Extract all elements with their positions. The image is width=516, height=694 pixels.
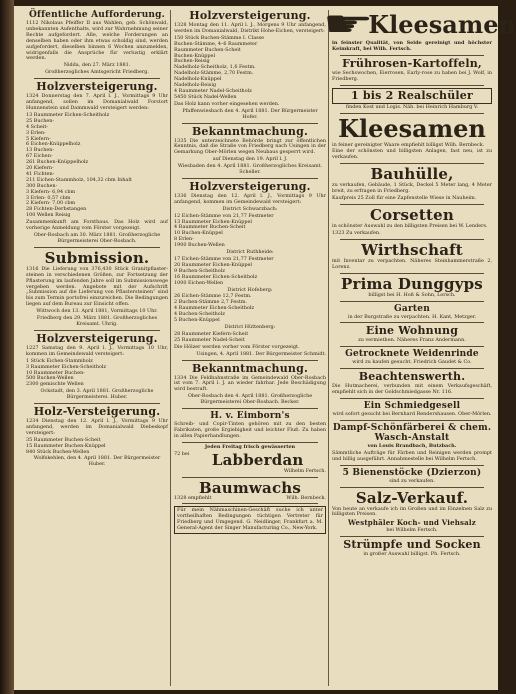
ad-text: mit Inventar zu verpachten. Näheres Steinhammerstraße 2, Lorenz. bbox=[332, 257, 492, 270]
list-item: 500 Buchen-Wellen bbox=[26, 375, 74, 382]
list-item: 840 Stück Buchen-Wellen bbox=[26, 448, 90, 455]
list-item: 3 Erlen- bbox=[26, 129, 46, 136]
list-item: 5450 Stück Nadel-Wellen bbox=[174, 93, 237, 100]
list-item: 2 Buchen-Stämme 2,7 Festm. bbox=[174, 299, 247, 306]
ad-signature: Pfaffenwiesbach den 4. April 1881. Der Bürgermeister Hofer. bbox=[182, 107, 318, 120]
ad-heading: Bekanntmachung. bbox=[191, 124, 309, 138]
item-list bbox=[26, 438, 168, 456]
divider bbox=[34, 403, 160, 404]
list-item: 2 Kiefern- 7,00 cbm bbox=[26, 200, 76, 207]
ad-heading: Öffentliche Aufforderung. bbox=[28, 10, 166, 20]
list-item: 28 Raummeter Kiefern-Scheit bbox=[174, 330, 249, 337]
ad-text: 1336 Dienstag den 12. April l. J., Vormittags 9 Uhr anfangend, kommen im Gemeindewald versteigert: bbox=[174, 192, 326, 205]
divider bbox=[340, 239, 484, 240]
ad-text: in der Burgstraße zu verpachten. H. Kant, Metzger. bbox=[347, 313, 477, 320]
list-item: 1000 Eichen-Wellen bbox=[174, 279, 224, 286]
divider bbox=[340, 368, 484, 369]
ad-signature: Ober-Rosbach am 30. März 1881. Großherzogliche Bürgermeisterei Ober-Rosbach. bbox=[33, 232, 161, 244]
divider bbox=[182, 123, 318, 124]
ad-text: zu vermiethen. Näheres Franz Andermann. bbox=[358, 337, 466, 344]
list-item: 4 Raummeter Nadel-Scheitholz bbox=[174, 87, 252, 94]
ad-text: Kaufpreis 25 Zoll für eine Zapfenstelle Wiese in Nauheim. bbox=[332, 195, 477, 202]
ad-text: Sämmtliche Aufträge für Färben und Reinigen werden prompt und billig ausgeführt. Annahmestelle bei Wilhelm Fertsch. bbox=[332, 449, 492, 462]
ad-text: Die Hutmacherei, verbunden mit einem Verkaufsgeschäft, empfiehlt sich in der Goldschmiedgasse Nr. 116. bbox=[332, 383, 492, 396]
list-item: 13 Buchen- bbox=[26, 147, 55, 154]
ad-heading: Eine Wohnung bbox=[365, 324, 459, 338]
list-item: 2300 gemischte Wellen bbox=[26, 381, 84, 388]
book-spine bbox=[0, 0, 14, 694]
column-2 bbox=[174, 10, 326, 686]
divider bbox=[340, 55, 484, 56]
ad-text: 1328 Montag den 11. April l. J., Morgens 9 Uhr anfangend, werden im Domanialwald, Distrikt Hohe-Eichen, versteigert: bbox=[174, 22, 326, 34]
divider bbox=[34, 330, 160, 331]
ad-text: auf Dienstag den 19. April l. J. bbox=[212, 156, 288, 163]
ad-text: 1328 empfiehlt bbox=[174, 494, 212, 501]
ad-heading: Garten bbox=[394, 303, 430, 314]
divider bbox=[34, 78, 160, 79]
item-list bbox=[26, 359, 168, 389]
list-title: District Ruthheide: bbox=[226, 249, 274, 256]
list-item: Buchen-Stämme, 4–6 Raummeter bbox=[174, 40, 258, 47]
list-item: Buchen-Reisig bbox=[174, 58, 210, 65]
ad-text: wird sofort gesucht bei Bernhard Rendershausen. Ober-Mörlen. bbox=[332, 411, 492, 418]
list-item: 100 Wellen Reisig bbox=[26, 212, 71, 219]
ad-heading: Wirthschaft bbox=[361, 240, 463, 259]
list-item: 3 Kiefern- 6,94 cbm bbox=[26, 188, 76, 195]
pointing-hand-icon: ☛ bbox=[322, 4, 374, 45]
ad-heading: Westphäler Koch- und Viehsalz bbox=[348, 518, 476, 528]
ad-heading: Holzversteigerung. bbox=[36, 331, 158, 345]
ad-heading: Strümpfe und Socken bbox=[343, 538, 481, 552]
list-item: 3 Erlen- 0,57 cbm bbox=[26, 194, 71, 201]
list-item: 15 Raummeter Buchen-Knüppel bbox=[26, 442, 106, 449]
list-item: 35 Raummeter Buchen-Scheit bbox=[26, 436, 101, 443]
ad-signature: Wiesbaden den 4. April 1881. Großherzogliches Kreisamt. Scheller. bbox=[177, 163, 323, 176]
divider bbox=[182, 503, 318, 504]
ad-signature: Friedberg den 29. März 1881. Großherzogliches Kreisamt. Uhrig. bbox=[36, 315, 158, 327]
ad-heading: Holzversteigerung. bbox=[189, 9, 311, 22]
list-item: 20 Raummeter Eichen-Knüppel bbox=[174, 261, 252, 268]
ad-signature: Großherzogliches Amtsgericht Friedberg. bbox=[45, 69, 149, 76]
divider bbox=[182, 477, 318, 478]
divider bbox=[182, 408, 318, 409]
item-list bbox=[174, 36, 326, 101]
ad-text: 1234 Dienstag den 12. April l. J., Vormittags 9 Uhr anfangend, werden im Domanialwald Diebeskopf versteigert: bbox=[26, 418, 168, 436]
ad-heading: Kleesamen bbox=[368, 10, 516, 39]
ad-heading: Beachtenswerth. bbox=[358, 370, 466, 384]
ad-text: 1112 Nikolaus Pfeiffer II aus Wahlen, geb. Schönwald, unbekannten Aufenthalts, wird zur Wahrnehmung seiner Rechte aufgefordert. Alle, welche Forderungen an denselben haben oder ihm etwas schuldig sind, werden aufgefordert, dieselben binnen 6 Wochen anzumelden, widrigenfalls die Ansprüche für verlustig erklärt werden. bbox=[26, 20, 168, 62]
list-item: Buchen-Knüppel bbox=[174, 52, 216, 59]
ad-text: finden Kost und Logis. Näh. bei Heinrich Hamburg V. bbox=[345, 103, 479, 110]
item-list bbox=[174, 257, 326, 287]
item-list bbox=[174, 332, 326, 344]
divider bbox=[340, 536, 484, 537]
newspaper-page bbox=[14, 4, 516, 690]
ad-text: Das Holz kann vorher eingesehen werden. bbox=[174, 100, 280, 107]
list-item: 1 Stück Eichen-Stammholz bbox=[26, 357, 93, 364]
list-item: Nadelholz-Knüppel bbox=[174, 76, 222, 83]
ad-heading: H. v. Eimborn's bbox=[210, 411, 290, 422]
list-title: District Hüttenberg: bbox=[224, 323, 276, 330]
ad-heading: Prima Dunggyps bbox=[341, 274, 483, 293]
ad-heading: Salz-Verkauf. bbox=[355, 488, 469, 507]
list-item: 5 Kiefern- bbox=[26, 135, 51, 142]
ad-heading: Labberdan bbox=[211, 450, 304, 469]
list-item: 20 Kiefern- bbox=[26, 165, 54, 172]
list-title: District Schwarzbach: bbox=[222, 205, 278, 212]
ad-text: Jeden Freitag frisch gewässerten bbox=[204, 443, 296, 450]
column-1 bbox=[26, 10, 168, 686]
list-item: 4 Buchen-Scheitholz bbox=[174, 311, 225, 318]
divider bbox=[340, 420, 484, 421]
list-item: 4 Raummeter Buchen-Scheit bbox=[174, 224, 246, 231]
list-item: 10 Raummeter Buchen- bbox=[26, 369, 85, 376]
list-item: 10 Buchen-Knüppel bbox=[174, 230, 223, 237]
column-3 bbox=[322, 4, 516, 686]
column-rule bbox=[170, 10, 171, 686]
ad-text: Für mein Nähmaschinen-Geschäft suche ich unter vortheilhaften Bedingungen tüchtigen Vertreter für Friedberg und Umgegend. G. Neidlinger, Frankfurt a. M. General-Agent der Singer Manufacturing Co., New-York. bbox=[174, 506, 326, 534]
list-item: Nadelholz-Reisig bbox=[174, 82, 217, 89]
list-item: 211 Eichen-Stammholz, 104,32 cbm Inhalt bbox=[26, 176, 132, 183]
divider bbox=[340, 85, 484, 86]
ad-text: Schreib- und Copir-Tinten gehören mit zu den besten Fabrikaten, große Ergiebigkeit und leichter Fluß. Zu haben in allen Papierhandlungen. bbox=[174, 421, 326, 439]
ad-text: 1335 Die unterzeichnete Behörde bringt zur öffentlichen Kenntnis, daß die Straße von Friedberg nach Usingen in der Gemarkung Ober-Mörlen wegen Neubaus gesperrt wird. bbox=[174, 137, 326, 156]
ad-text: 1316 Die Lieferung von 376,430 Stück Granitpflaster-steinen in verschiedenen Größen, zur Fortsetzung der Pflasterung im laufenden Jahre soll im Submissionswege vergeben werden. Angebote mit der Aufschrift „Submission auf die Lieferung von Pflastersteinen“ sind bis zum Termin portofrei einzureichen. Die Bedingungen liegen auf dem Bureau zur Einsicht offen. bbox=[26, 265, 168, 308]
list-item: Nadelholz-Stämme, 2,70 Festm. bbox=[174, 70, 254, 77]
ad-heading: Getrocknete Weidenrinde bbox=[345, 349, 479, 360]
list-item: 9 Buchen-Scheitholz bbox=[174, 267, 225, 274]
ad-heading: Baumwachs bbox=[198, 478, 302, 497]
divider bbox=[182, 360, 318, 361]
ad-text: Zusammenkunft am Forsthaus. Das Holz wird auf vorherige Anmeldung vom Förster vorgezeigt. bbox=[26, 219, 168, 232]
list-item: 5 Buchen-Knüppel bbox=[174, 317, 220, 324]
ad-text: wird zu kaufen gesucht. Friedrich Gaudet & Co. bbox=[352, 359, 472, 366]
list-item: 4 Scheit- bbox=[26, 123, 48, 130]
list-item: 12 Eichen-Stämme von 21,77 Festmeter bbox=[174, 212, 274, 219]
list-item: 25 Buchen- bbox=[26, 117, 55, 124]
ad-text: in schönster Auswahl zu den billigsten Preisen bei W. Lenders. bbox=[332, 222, 488, 229]
ad-heading: Frührosen-Kartoffeln, bbox=[342, 56, 482, 70]
list-item: 6 Eichen-Knüppelholz bbox=[26, 141, 81, 148]
list-item: 13 Raummeter Eichen-Scheitholz bbox=[26, 111, 110, 118]
ad-text: 1227 Samstag den 9. April l. J., Vormittags 10 Uhr, kommen im Gemeindewald versteigert: bbox=[26, 344, 168, 357]
list-item: 41 Fichten- bbox=[26, 170, 55, 177]
ad-signature: Ockstadt, den 3. April 1881. Großherzogliche Bürgermeisterei. Huber. bbox=[40, 388, 154, 401]
divider bbox=[340, 204, 484, 205]
divider bbox=[340, 273, 484, 274]
ad-text: 1323 Zu verkaufen. bbox=[332, 229, 381, 236]
list-item: 16 Raummeter Eichen-Scheitholz bbox=[174, 273, 258, 280]
ad-signature: Usingen, 4. April 1881. Der Bürgermeister Schmidt. bbox=[196, 350, 326, 357]
list-item: 25 Raummeter Nadel-Scheit bbox=[174, 336, 245, 343]
list-item: 261 Buchen-Knüppelholz bbox=[26, 159, 89, 166]
ad-text: in feinster Qualität, von Seide gereinigt und höchster Keimkraft, bei Wilh. Fertsch. bbox=[332, 40, 492, 52]
list-item: 4 Raummeter Eichen-Scheitholz bbox=[174, 305, 255, 312]
ad-heading: Kleesamen bbox=[338, 113, 486, 143]
list-title: District Hofeberg: bbox=[227, 286, 273, 293]
ad-heading: Dampf-Schönfärberei & chem. Wasch-Anstalt bbox=[332, 422, 492, 443]
ad-signature: Wilh. Bernbeck. bbox=[286, 494, 326, 501]
list-item: 3 Raummeter Eichen-Scheitholz bbox=[26, 363, 107, 370]
ad-heading: Bekanntmachung. bbox=[191, 361, 309, 375]
list-item: 67 Eichen- bbox=[26, 153, 53, 160]
ad-heading: Holzversteigerung. bbox=[36, 80, 158, 94]
divider bbox=[182, 442, 318, 443]
list-item: 28 Fichten-Derbstangen bbox=[26, 206, 87, 213]
ad-text: 1324 Donnerstag den 7. April l. J., Vormittags 9 Uhr anfangend, sollen im Domanialwald Forstort Hunnenstein und Dammwald versteigert werden: bbox=[26, 93, 168, 111]
ad-heading: Bauhülle, bbox=[370, 165, 454, 184]
ad-signature: Wolfskehlen, den 4. April 1881. Der Bürgermeister Huber. bbox=[33, 455, 161, 468]
divider bbox=[340, 163, 484, 164]
ad-heading: 1 bis 2 Realschüler bbox=[332, 88, 492, 104]
ad-heading: Holzversteigerung. bbox=[189, 179, 311, 193]
ad-number: 72 bei bbox=[174, 450, 190, 457]
list-item: 13 Raummeter Eichen-Knüppel bbox=[174, 218, 252, 225]
list-item: 1900 Buchen-Wellen bbox=[174, 242, 225, 249]
list-item: 300 Buchen- bbox=[26, 182, 58, 189]
ad-heading: Holz-Versteigerung. bbox=[33, 405, 161, 419]
ad-text: billigst bei H. Hoß & Sohn, Lorsch. bbox=[368, 291, 456, 298]
list-item: Nadelholz-Scheitholz, 1,6 Festm. bbox=[174, 64, 256, 71]
list-item: 17 Eichen-Stämme von 21,77 Festmeter bbox=[174, 256, 274, 262]
divider bbox=[340, 398, 484, 399]
ad-signature: Ober-Rosbach den 4. April 1881. Großherzogliche Bürgermeisterei Ober-Rosbach. Becker. bbox=[187, 393, 313, 406]
item-list bbox=[174, 294, 326, 324]
list-item: 150 Stück Buchen-Stämme I. Classe bbox=[174, 34, 265, 41]
ad-text: bei Wilhelm Fertsch. bbox=[386, 527, 438, 534]
ad-text: Von heute an verkaufe ich im Großen und im Einzelnen Salz zu billigsten Preisen. bbox=[332, 505, 492, 518]
column-rule bbox=[328, 10, 329, 686]
ad-text: Nidda, den 27. März 1881. bbox=[63, 62, 131, 69]
divider bbox=[34, 247, 160, 248]
ad-text: Eine der schönsten und billigsten Anlagen, fast neu, ist zu verkaufen. bbox=[332, 148, 492, 161]
ad-text: 1334 Die Feldbahnstraße im Gemeindewald Ober-Rosbach ist vom 7. April l. J. an wieder fahrbar. Jede Beschädigung wird bestraft. bbox=[174, 374, 326, 393]
ad-signature: Wilhelm Fertsch. bbox=[283, 467, 326, 474]
item-list bbox=[174, 214, 326, 249]
ad-heading: 5 Bienenstöcke (Dzierzon) bbox=[342, 467, 482, 478]
divider bbox=[340, 301, 484, 302]
item-list bbox=[26, 113, 168, 219]
ad-text: in großer Auswahl billigst. Ph. Fertsch. bbox=[363, 551, 461, 558]
divider bbox=[182, 178, 318, 179]
ad-text: von Louis Brandbach, Butzbach. bbox=[367, 442, 457, 449]
ad-text: zu verkaufen, Gebäude, 1 Stück, Deckel 5 Meter lang, 4 Meter breit, zu erfragen in Friedberg. bbox=[332, 182, 492, 195]
ad-heading: Corsetten bbox=[370, 205, 454, 224]
ad-text: in feiner gereinigter Waare empfiehlt billigst Wilh. Bernbeck. bbox=[332, 141, 485, 148]
divider bbox=[340, 465, 484, 466]
ad-text: sind zu verkaufen. bbox=[389, 477, 435, 484]
list-item: Raummeter Buchen-Scheit bbox=[174, 46, 241, 53]
divider bbox=[340, 322, 484, 323]
ad-text: Wittwoch den 13. April 1881, Vormittags 10 Uhr. bbox=[36, 308, 158, 315]
divider bbox=[340, 487, 484, 488]
ad-text: Die Hölzer werden vorher vom Förster vorgezeigt. bbox=[174, 343, 300, 350]
divider bbox=[340, 346, 484, 347]
list-item: 26 Eichen-Stämme 12,7 Festm. bbox=[174, 293, 252, 300]
list-item: 8 Erlen- bbox=[174, 236, 194, 243]
ad-heading: Ein Schmiedgesell bbox=[363, 401, 461, 412]
ad-text: wie Sechswochen, Eierrosen, Early-rose zu haben bei J. Wolf, in Friedberg. bbox=[332, 69, 492, 82]
ad-heading: Submission. bbox=[44, 248, 150, 267]
